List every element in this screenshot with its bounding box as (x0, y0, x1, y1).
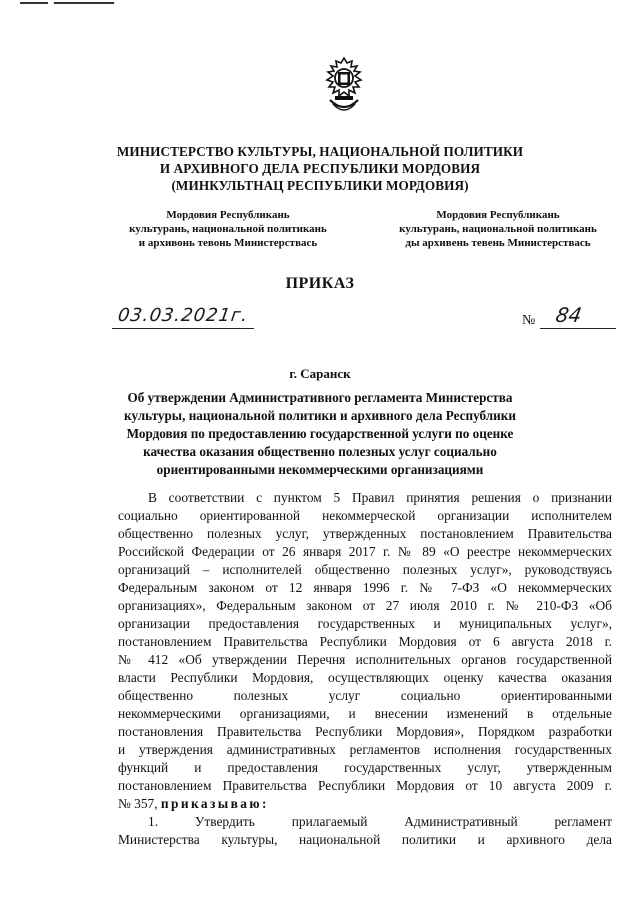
order-number: 84 (553, 303, 584, 327)
item-1-line: 1. Утвердить прилагаемый Административный регламент (148, 814, 612, 829)
body-line: социально ориентированной некоммерческой организации исполнителем (118, 508, 612, 523)
doc-title-line: ориентированными некоммерческими организациями (156, 462, 484, 477)
body-line: постановлением Правительства Республики Мордовия от 10 августа 2009 г. (118, 778, 612, 793)
scan-artifact (54, 2, 114, 4)
body-line: организациях», Федеральным законом от 27 июля 2010 г. № 210-ФЗ «Об (118, 598, 612, 613)
body-line: и утверждения административных регламентов исполнения государственных (118, 742, 612, 757)
body-line: власти Республики Мордовия, осуществляющих оценку качества оказания (118, 670, 612, 685)
body-last-line (118, 795, 612, 813)
doc-title-line: культуры, национальной политики и архивного дела Республики (124, 408, 516, 423)
body-line: постановления Правительства Республики Мордовия», Порядком разработки (118, 724, 612, 739)
body-line: № 412 «Об утверждении Перечня исполнительных органов государственной (118, 652, 612, 667)
order-title: ПРИКАЗ (285, 275, 355, 292)
scan-artifact (20, 2, 48, 4)
ministry-name-line-2: И АРХИВНОГО ДЕЛА РЕСПУБЛИКИ МОРДОВИЯ (159, 161, 481, 176)
item-1-line: Министерства культуры, национальной политики и архивного дела (118, 832, 612, 847)
date-underline (112, 328, 254, 329)
ministry-name-erzya-line: Мордовия Республикань (436, 209, 560, 221)
ministry-name-line-1: МИНИСТЕРСТВО КУЛЬТУРЫ, НАЦИОНАЛЬНОЙ ПОЛИТИКИ (116, 144, 524, 159)
body-line: постановлением Правительства Республики Мордовия от 6 августа 2018 г. (118, 634, 612, 649)
body-line: некоммерческими организациями, и внесении изменений в отдельные (118, 706, 612, 721)
ministry-name-moksha-line: и архивонь тевонь Министерствась (138, 237, 318, 249)
doc-title-line: Мордовия по предоставлению государственной услуги по оценке (126, 426, 514, 441)
body-line: общественно полезных услуг социально ориентированными (118, 688, 612, 703)
doc-title-line: качества оказания общественно полезных услуг социально (143, 444, 497, 459)
ministry-name-erzya (368, 208, 628, 250)
coat-of-arms-emblem (321, 56, 367, 118)
order-date: 03.03.2021г. (116, 305, 250, 326)
body-line: организации предоставления государственных и муниципальных услуг», (118, 616, 612, 631)
body-line: Российской Федерации от 26 января 2017 г. № 89 «О реестре некоммерческих (118, 544, 612, 559)
number-underline (540, 328, 616, 329)
ministry-name-erzya-line: ды архивень тевень Министерствась (405, 237, 591, 249)
order-command: приказываю: (160, 796, 269, 811)
body-line: Федеральным законом от 12 января 1996 г. № 7-ФЗ «О некоммерческих (118, 580, 612, 595)
ministry-name-moksha-line: культурань, национальной политикань (129, 223, 327, 235)
ministry-name-moksha (98, 208, 358, 250)
ministry-name-line-3: (МИНКУЛЬТНАЦ РЕСПУБЛИКИ МОРДОВИЯ) (171, 178, 469, 193)
ministry-name-moksha-line: Мордовия Республикань (166, 209, 290, 221)
city: г. Саранск (289, 366, 351, 381)
order-number-label: № (522, 313, 536, 328)
body-line: функций и предоставления государственных услуг, утвержденным (118, 760, 612, 775)
body-line: общественно полезных услуг, утвержденных постановлением Правительства (118, 526, 612, 541)
body-line: организаций – исполнителей общественно полезных услуг», руководствуясь (118, 562, 612, 577)
order-number-ref: № 357, (118, 796, 161, 811)
ministry-name-erzya-line: культурань, национальной политикань (399, 223, 597, 235)
body-line: В соответствии с пунктом 5 Правил принятия решения о признании (148, 490, 612, 505)
doc-title-line: Об утверждении Административного регламента Министерства (127, 390, 513, 405)
